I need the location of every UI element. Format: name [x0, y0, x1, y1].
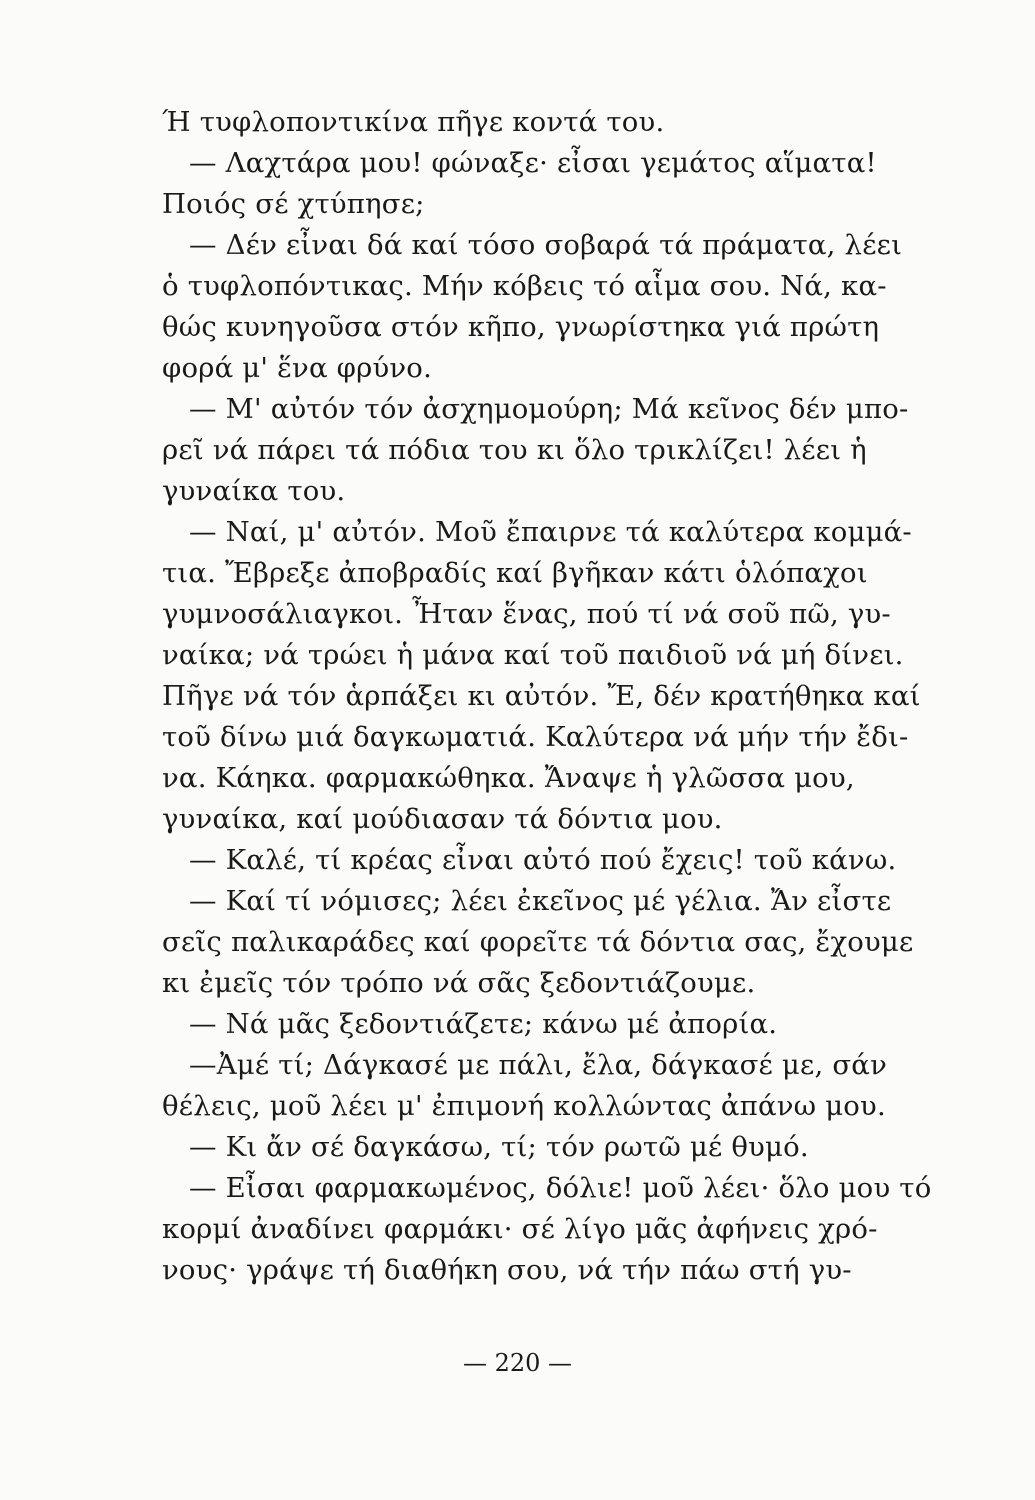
text-line: νους· γράψε τή διαθήκη σου, νά τήν πάω στή γυ- [162, 1254, 852, 1286]
page-number: — 220 — [462, 1349, 573, 1377]
text-line: ναίκα; νά τρώει ἡ μάνα καί τοῦ παιδιοῦ νά μή δίνει. [162, 639, 904, 671]
text-line: — Δέν εἶναι δά καί τόσο σοβαρά τά πράματα, λέει [189, 229, 903, 261]
text-line: — Καί τί νόμισες; λέει ἐκεῖνος μέ γέλια. Ἄν εἶστε [189, 885, 892, 917]
text-line: — Εἶσαι φαρμακωμένος, δόλιε! μοῦ λέει· ὅλο μου τό [189, 1172, 932, 1204]
text-line: να. Κάηκα. φαρμακώθηκα. Ἄναψε ἡ γλῶσσα μου, [162, 762, 855, 794]
text-line: — Νά μᾶς ξεδοντιάζετε; κάνω μέ ἀπορία. [189, 1008, 778, 1040]
text-line: θέλεις, μοῦ λέει μ' ἐπιμονή κολλώντας ἀπάνω μου. [162, 1090, 886, 1122]
text-line: τια. Ἔβρεξε ἀποβραδίς καί βγῆκαν κάτι ὁλόπαχοι [162, 557, 868, 589]
text-line: — Καλέ, τί κρέας εἶναι αὐτό πού ἔχεις! τοῦ κάνω. [189, 844, 897, 876]
text-line: σεῖς παλικαράδες καί φορεῖτε τά δόντια σας, ἔχουμε [162, 926, 914, 958]
text-line: Πῆγε νά τόν ἁρπάξει κι αὐτόν. Ἔ, δέν κρατήθηκα καί [162, 680, 921, 712]
text-line: ρεῖ νά πάρει τά πόδια του κι ὅλο τρικλίζει! λέει ἡ [162, 434, 867, 466]
text-line: φορά μ' ἕνα φρύνο. [162, 352, 433, 384]
text-line: Ή τυφλοποντικίνα πῆγε κοντά του. [162, 106, 665, 138]
text-line: — Ναί, μ' αὐτόν. Μοῦ ἔπαιρνε τά καλύτερα κομμά- [189, 516, 912, 548]
text-line: γυμνοσάλιαγκοι. Ἦταν ἕνας, πού τί νά σοῦ πῶ, γυ- [162, 598, 891, 630]
text-line: —Ἀμέ τί; Δάγκασέ με πάλι, ἔλα, δάγκασέ με, σάν [189, 1049, 887, 1081]
text-line: — Μ' αὐτόν τόν ἀσχημομούρη; Μά κεῖνος δέν μπο- [189, 393, 909, 425]
text-line: ὁ τυφλοπόντικας. Μήν κόβεις τό αἷμα σου. Νά, κα- [162, 270, 887, 302]
text-line: γυναίκα του. [162, 475, 346, 507]
text-line: — Λαχτάρα μου! φώναξε· εἶσαι γεμάτος αἵματα! [189, 147, 877, 179]
text-line: γυναίκα, καί μούδιασαν τά δόντια μου. [162, 803, 723, 835]
text-line: τοῦ δίνω μιά δαγκωματιά. Καλύτερα νά μήν τήν ἔδι- [162, 721, 909, 753]
text-line: — Κι ἄν σέ δαγκάσω, τί; τόν ρωτῶ μέ θυμό. [189, 1131, 809, 1163]
text-line: θώς κυνηγοῦσα στόν κῆπο, γνωρίστηκα γιά πρώτη [162, 311, 880, 343]
text-line: Ποιός σέ χτύπησε; [162, 188, 425, 220]
text-line: κι ἐμεῖς τόν τρόπο νά σᾶς ξεδοντιάζουμε. [162, 967, 756, 999]
text-line: κορμί ἀναδίνει φαρμάκι· σέ λίγο μᾶς ἀφήνεις χρό- [162, 1213, 878, 1245]
